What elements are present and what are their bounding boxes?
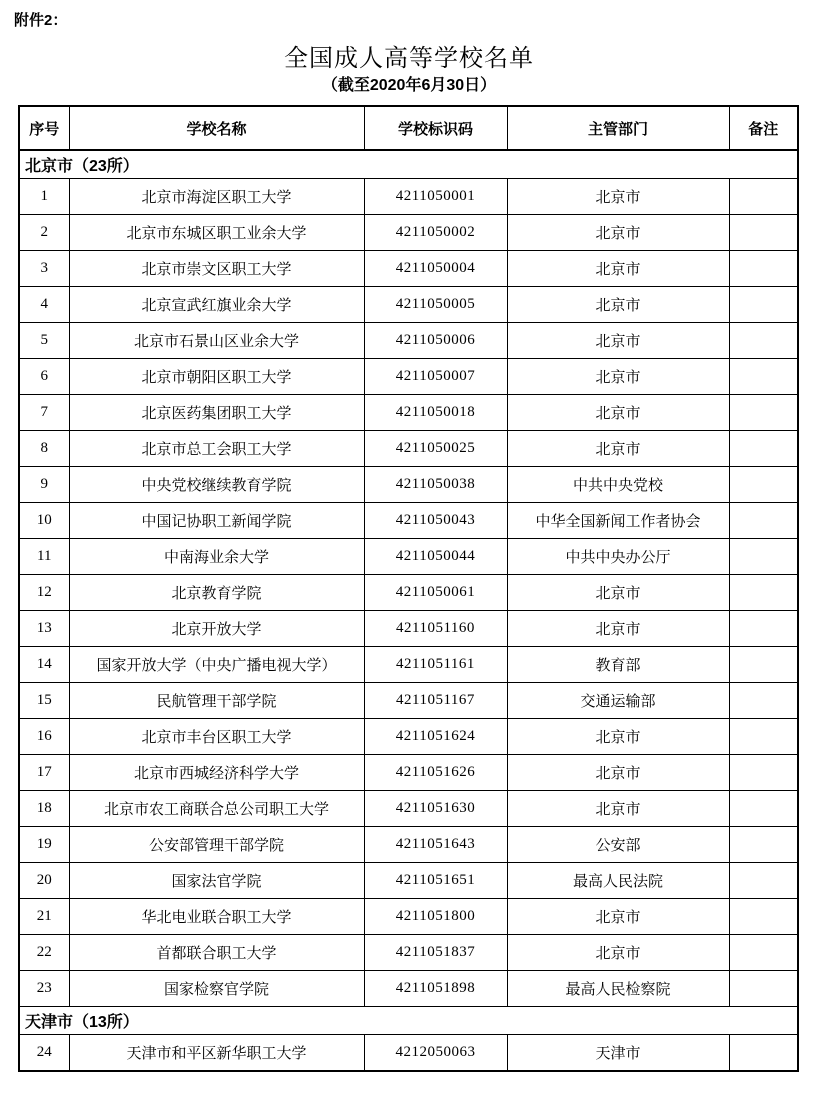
school-name-cell: 北京市东城区职工业余大学: [69, 215, 364, 251]
table-row: [19, 863, 798, 899]
remark-cell: [729, 215, 798, 251]
school-code-cell: 4211050007: [364, 359, 507, 395]
school-name-cell: 北京开放大学: [69, 611, 364, 647]
remark-cell: [729, 899, 798, 935]
table-row: [19, 611, 798, 647]
col-header-remark: 备注: [729, 106, 798, 150]
table-row: [19, 683, 798, 719]
remark-cell: [729, 683, 798, 719]
table-row: [19, 971, 798, 1007]
dept-cell: 北京市: [507, 287, 729, 323]
row-no-cell: 13: [19, 611, 69, 647]
school-name-cell: 北京市丰台区职工大学: [69, 719, 364, 755]
col-header-no: 序号: [19, 106, 69, 150]
remark-cell: [729, 611, 798, 647]
school-code-cell: 4211050025: [364, 431, 507, 467]
dept-cell: 最高人民检察院: [507, 971, 729, 1007]
school-name-cell: 民航管理干部学院: [69, 683, 364, 719]
school-name-cell: 中国记协职工新闻学院: [69, 503, 364, 539]
school-code-cell: 4211051651: [364, 863, 507, 899]
school-name-cell: 北京宣武红旗业余大学: [69, 287, 364, 323]
remark-cell: [729, 251, 798, 287]
row-no-cell: 5: [19, 323, 69, 359]
remark-cell: [729, 179, 798, 215]
province-section-row: [19, 1007, 798, 1035]
row-no-cell: 14: [19, 647, 69, 683]
row-no-cell: 9: [19, 467, 69, 503]
school-code-cell: 4211050038: [364, 467, 507, 503]
remark-cell: [729, 539, 798, 575]
row-no-cell: 16: [19, 719, 69, 755]
school-name-cell: 天津市和平区新华职工大学: [69, 1035, 364, 1072]
row-no-cell: 8: [19, 431, 69, 467]
row-no-cell: 15: [19, 683, 69, 719]
attachment-label: 附件2：: [14, 12, 68, 29]
school-code-cell: 4211050006: [364, 323, 507, 359]
table-row: [19, 1035, 798, 1072]
school-name-cell: 北京医药集团职工大学: [69, 395, 364, 431]
row-no-cell: 1: [19, 179, 69, 215]
row-no-cell: 4: [19, 287, 69, 323]
school-code-cell: 4211051898: [364, 971, 507, 1007]
table-row: [19, 287, 798, 323]
col-header-dept: 主管部门: [507, 106, 729, 150]
school-name-cell: 北京市总工会职工大学: [69, 431, 364, 467]
remark-cell: [729, 575, 798, 611]
remark-cell: [729, 971, 798, 1007]
table-row: [19, 719, 798, 755]
remark-cell: [729, 467, 798, 503]
school-code-cell: 4211051160: [364, 611, 507, 647]
row-no-cell: 6: [19, 359, 69, 395]
dept-cell: 中共中央党校: [507, 467, 729, 503]
dept-cell: 教育部: [507, 647, 729, 683]
school-code-cell: 4211051167: [364, 683, 507, 719]
school-code-cell: 4211050044: [364, 539, 507, 575]
table-row: [19, 647, 798, 683]
school-name-cell: 中南海业余大学: [69, 539, 364, 575]
dept-cell: 北京市: [507, 395, 729, 431]
row-no-cell: 21: [19, 899, 69, 935]
table-header-row: [19, 106, 798, 150]
table-row: [19, 179, 798, 215]
school-name-cell: 北京市朝阳区职工大学: [69, 359, 364, 395]
dept-cell: 北京市: [507, 179, 729, 215]
school-code-cell: 4211050043: [364, 503, 507, 539]
remark-cell: [729, 359, 798, 395]
school-code-cell: 4211050005: [364, 287, 507, 323]
school-code-cell: 4211051643: [364, 827, 507, 863]
document-page: [0, 10, 818, 1108]
dept-cell: 北京市: [507, 755, 729, 791]
remark-cell: [729, 827, 798, 863]
row-no-cell: 10: [19, 503, 69, 539]
dept-cell: 北京市: [507, 611, 729, 647]
school-code-cell: 4211050002: [364, 215, 507, 251]
school-name-cell: 北京市西城经济科学大学: [69, 755, 364, 791]
dept-cell: 中共中央办公厅: [507, 539, 729, 575]
dept-cell: 北京市: [507, 359, 729, 395]
remark-cell: [729, 323, 798, 359]
dept-cell: 北京市: [507, 899, 729, 935]
school-name-cell: 公安部管理干部学院: [69, 827, 364, 863]
school-code-cell: 4212050063: [364, 1035, 507, 1072]
school-code-cell: 4211050061: [364, 575, 507, 611]
school-table: [18, 105, 799, 1072]
table-row: [19, 575, 798, 611]
dept-cell: 北京市: [507, 575, 729, 611]
remark-cell: [729, 1035, 798, 1072]
row-no-cell: 20: [19, 863, 69, 899]
dept-cell: 公安部: [507, 827, 729, 863]
province-section-label: 天津市（13所）: [19, 1007, 798, 1035]
school-code-cell: 4211051630: [364, 791, 507, 827]
table-row: [19, 755, 798, 791]
row-no-cell: 2: [19, 215, 69, 251]
school-code-cell: 4211051837: [364, 935, 507, 971]
school-name-cell: 北京市石景山区业余大学: [69, 323, 364, 359]
province-section-row: [19, 150, 798, 179]
col-header-code: 学校标识码: [364, 106, 507, 150]
school-code-cell: 4211050018: [364, 395, 507, 431]
dept-cell: 北京市: [507, 215, 729, 251]
dept-cell: 交通运输部: [507, 683, 729, 719]
remark-cell: [729, 431, 798, 467]
remark-cell: [729, 755, 798, 791]
col-header-name: 学校名称: [69, 106, 364, 150]
school-code-cell: 4211051161: [364, 647, 507, 683]
remark-cell: [729, 287, 798, 323]
remark-cell: [729, 863, 798, 899]
school-name-cell: 国家开放大学（中央广播电视大学）: [69, 647, 364, 683]
dept-cell: 最高人民法院: [507, 863, 729, 899]
row-no-cell: 17: [19, 755, 69, 791]
school-name-cell: 首都联合职工大学: [69, 935, 364, 971]
school-name-cell: 国家法官学院: [69, 863, 364, 899]
table-row: [19, 395, 798, 431]
school-name-cell: 华北电业联合职工大学: [69, 899, 364, 935]
table-row: [19, 539, 798, 575]
remark-cell: [729, 791, 798, 827]
row-no-cell: 22: [19, 935, 69, 971]
remark-cell: [729, 503, 798, 539]
remark-cell: [729, 647, 798, 683]
table-row: [19, 359, 798, 395]
remark-cell: [729, 935, 798, 971]
row-no-cell: 24: [19, 1035, 69, 1072]
table-row: [19, 935, 798, 971]
school-code-cell: 4211051800: [364, 899, 507, 935]
school-name-cell: 中央党校继续教育学院: [69, 467, 364, 503]
dept-cell: 北京市: [507, 323, 729, 359]
school-name-cell: 北京市海淀区职工大学: [69, 179, 364, 215]
dept-cell: 天津市: [507, 1035, 729, 1072]
remark-cell: [729, 719, 798, 755]
row-no-cell: 12: [19, 575, 69, 611]
table-row: [19, 323, 798, 359]
dept-cell: 北京市: [507, 791, 729, 827]
dept-cell: 中华全国新闻工作者协会: [507, 503, 729, 539]
school-name-cell: 北京市崇文区职工大学: [69, 251, 364, 287]
page-title: 全国成人高等学校名单: [284, 46, 534, 72]
row-no-cell: 11: [19, 539, 69, 575]
table-row: [19, 899, 798, 935]
dept-cell: 北京市: [507, 935, 729, 971]
row-no-cell: 3: [19, 251, 69, 287]
school-name-cell: 北京教育学院: [69, 575, 364, 611]
province-section-label: 北京市（23所）: [19, 150, 798, 179]
school-code-cell: 4211051624: [364, 719, 507, 755]
table-row: [19, 791, 798, 827]
dept-cell: 北京市: [507, 431, 729, 467]
dept-cell: 北京市: [507, 251, 729, 287]
table-row: [19, 251, 798, 287]
row-no-cell: 18: [19, 791, 69, 827]
row-no-cell: 19: [19, 827, 69, 863]
school-code-cell: 4211050001: [364, 179, 507, 215]
school-name-cell: 北京市农工商联合总公司职工大学: [69, 791, 364, 827]
row-no-cell: 7: [19, 395, 69, 431]
table-row: [19, 431, 798, 467]
school-name-cell: 国家检察官学院: [69, 971, 364, 1007]
dept-cell: 北京市: [507, 719, 729, 755]
table-row: [19, 827, 798, 863]
row-no-cell: 23: [19, 971, 69, 1007]
table-row: [19, 215, 798, 251]
school-code-cell: 4211051626: [364, 755, 507, 791]
page-subtitle: （截至2020年6月30日）: [321, 77, 497, 94]
remark-cell: [729, 395, 798, 431]
school-code-cell: 4211050004: [364, 251, 507, 287]
table-row: [19, 503, 798, 539]
table-row: [19, 467, 798, 503]
